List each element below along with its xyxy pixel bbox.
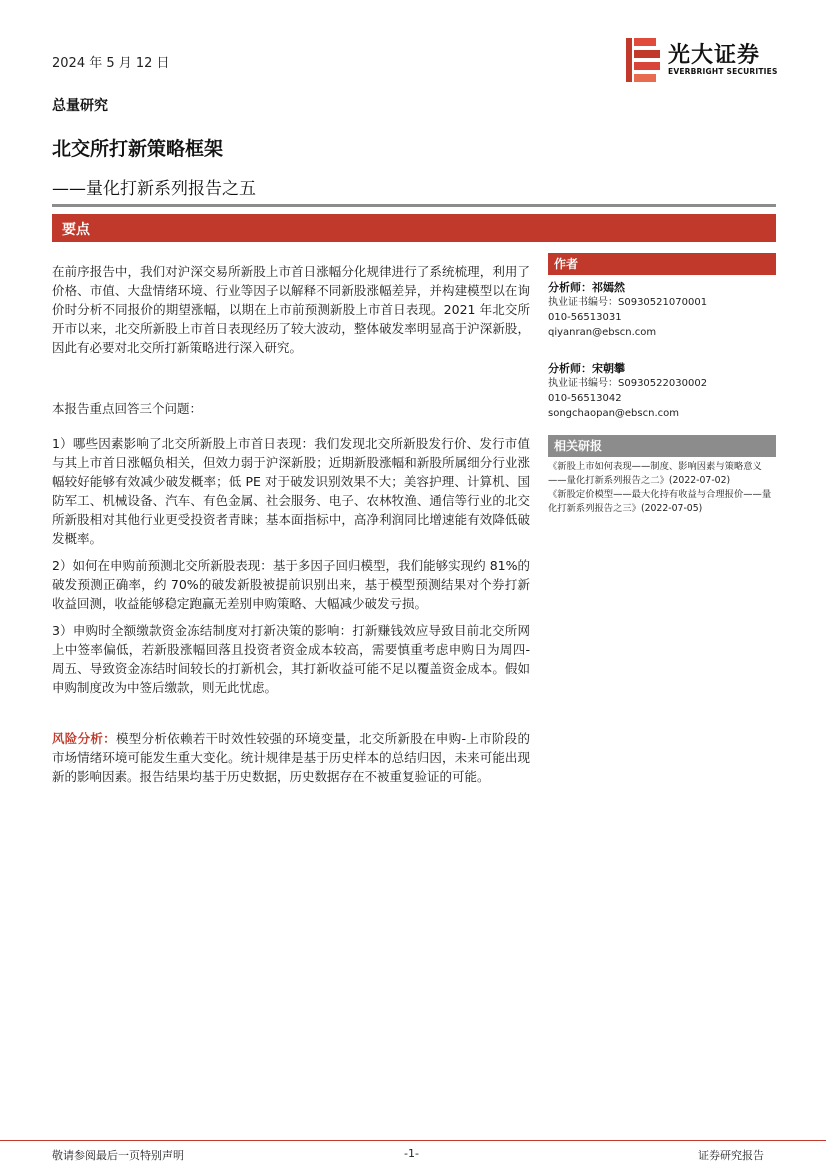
question-2: 2）如何在申购前预测北交所新股表现：基于多因子回归模型，我们能够实现约 81%的破发预测正确率，约 70%的破发新股被提前识别出来，基于模型预测结果对个券打新收益回测，收益能够稳定跑赢无差别申购策略、大幅减少破发亏损。 [52,558,530,611]
report-title: 北交所打新策略框架 [52,138,224,160]
report-date: 2024 年 5 月 12 日 [52,56,170,71]
question-3: 3）申购时全额缴款资金冻结制度对打新决策的影响：打新赚钱效应导致目前北交所网上中签率偏低，若新股涨幅回落且投资者资金成本较高，需要慎重考虑申购日为周四-周五、导致资金冻结时间较长的打新机会，其打新收益可能不足以覆盖资金成本。假如申购制度改为中签后缴款，则无此忧虑。 [52,623,530,695]
keypoints-banner [52,214,776,242]
footer-disclaimer: 敬请参阅最后一页特别声明 [52,1149,184,1162]
logo-subtext: EVERBRIGHT SECURITIES [668,67,778,76]
analyst-email[interactable]: songchaopan@ebscn.com [548,408,679,419]
risk-label: 风险分析： [52,731,116,746]
analyst-cert: 执业证书编号：S0930521070001 [548,297,708,308]
analyst-cert: 执业证书编号：S0930522030002 [548,378,708,389]
authors-banner: 作者 [548,253,776,275]
main-content [52,262,530,786]
analyst-phone: 010-56513042 [548,393,622,404]
analyst-name: 分析师：宋朝攀 [548,362,625,375]
related-report-link[interactable]: 《新股上市如何表现——制度、影响因素与策略意义——量化打新系列报告之二》(2022-07-02) [548,461,762,486]
risk-paragraph [52,729,530,786]
analyst-email[interactable]: qiyanran@ebscn.com [548,327,657,338]
page-number: -1- [404,1147,419,1160]
report-subtitle: ——量化打新系列报告之五 [52,179,256,199]
keypoints-label: 要点 [62,222,90,238]
report-category: 总量研究 [52,98,108,114]
analyst-name: 分析师：祁嫣然 [548,281,625,294]
sidebar [548,253,776,516]
question-1: 1）哪些因素影响了北交所新股上市首日表现：我们发现北交所新股发行价、发行市值与其上市首日涨幅负相关，但效力弱于沪深新股；近期新股涨幅和新股所属细分行业涨幅较好能够有效减少破发概率；低 PE 对于破发识别效果不大；美容护理、计算机、国防军工、机械设备、汽车、有色金属、社会服务、电子、农林牧渔、通信等行业的北交所新股相对其他行业更受投资者青睐；基本面指标中，高净利润同比增速能有效降低破发概率。 [52,436,530,546]
related-report-link[interactable]: 《新股定价模型——最大化持有收益与合理报价——量化打新系列报告之三》(2022-07-05) [548,489,772,514]
footer-divider [0,1140,826,1141]
related-reports-banner: 相关研报 [548,435,776,457]
intro-paragraph: 在前序报告中，我们对沪深交易所新股上市首日涨幅分化规律进行了系统梳理，利用了价格、市值、大盘情绪环境、行业等因子以解释不同新股涨幅差异，并构建模型以在询价时分析不同报价的期望涨幅，以期在上市前预测新股上市首日表现。2021 年北交所开市以来，北交所新股上市首日表现经历了较大波动，整体破发率明显高于沪深新股，因此有必要对北交所打新策略进行深入研究。 [52,264,530,355]
analyst-phone: 010-56513031 [548,312,622,323]
footer-doc-type: 证券研究报告 [698,1149,764,1162]
header-divider [52,204,776,207]
logo-text: 光大证券 [668,43,761,68]
questions-intro: 本报告重点回答三个问题： [52,401,203,416]
risk-text: 模型分析依赖若干时效性较强的环境变量，北交所新股在申购-上市阶段的市场情绪环境可能发生重大变化。统计规律是基于历史样本的总结归因，未来可能出现新的影响因素。报告结果均基于历史数据，历史数据存在不被重复验证的可能。 [52,731,530,784]
